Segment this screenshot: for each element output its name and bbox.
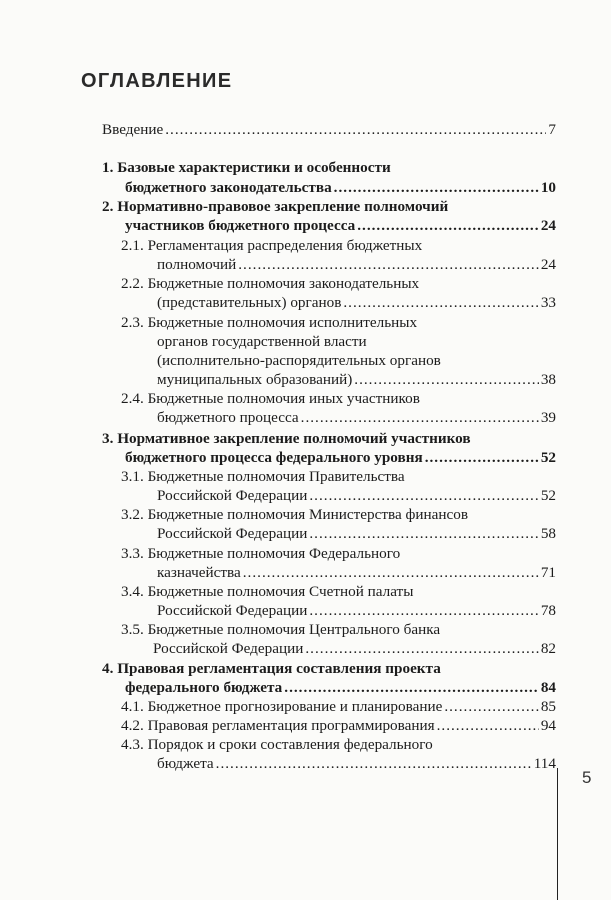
toc-entry-title: Введение [102, 121, 164, 138]
toc-page-number: 10 [540, 179, 556, 196]
toc-section-2-4[interactable] [157, 408, 556, 428]
dot-leader [165, 120, 546, 140]
toc-page-number: 58 [540, 525, 556, 542]
toc-section-3-5-line1[interactable]: 3.5. Бюджетные полномочия Центрального банка [121, 621, 441, 638]
dot-leader [444, 697, 538, 717]
toc-entry-title: Российской Федерации [153, 640, 304, 657]
toc-page-number: 7 [548, 121, 556, 138]
toc-page-number: 52 [540, 449, 556, 466]
toc-section-4-1[interactable] [121, 697, 556, 717]
dot-leader [425, 448, 539, 468]
dot-leader [216, 754, 532, 774]
toc-section-3-5[interactable] [153, 639, 556, 659]
toc-page-number: 52 [540, 487, 556, 504]
dot-leader [238, 255, 539, 275]
toc-section-4-3[interactable] [157, 754, 556, 774]
toc-page-number: 71 [540, 564, 556, 581]
toc-entry-title: 4.2. Правовая регламентация программирования [121, 717, 435, 734]
toc-page-number: 84 [540, 679, 556, 696]
toc-section-4-2[interactable] [121, 716, 556, 736]
toc-section-3-4[interactable] [157, 601, 556, 621]
toc-entry-title: Российской Федерации [157, 487, 308, 504]
toc-chapter-3[interactable] [125, 448, 556, 468]
dot-leader [437, 716, 539, 736]
toc-section-2-3[interactable] [157, 370, 556, 390]
toc-entry-title: 4.1. Бюджетное прогнозирование и планирование [121, 698, 443, 715]
toc-page-number: 85 [540, 698, 556, 715]
dot-leader [309, 601, 538, 621]
toc-section-2-3-line3[interactable]: (исполнительно-распорядительных органов [157, 352, 441, 369]
toc-chapter-2-line1[interactable]: 2. Нормативно-правовое закрепление полномочий [102, 198, 449, 215]
toc-chapter-4-line1[interactable]: 4. Правовая регламентация составления проекта [102, 660, 441, 677]
toc-page-number: 33 [540, 294, 556, 311]
toc-section-3-4-line1[interactable]: 3.4. Бюджетные полномочия Счетной палаты [121, 583, 414, 600]
toc-section-4-3-line1[interactable]: 4.3. Порядок и сроки составления федерального [121, 736, 433, 753]
toc-entry-intro[interactable] [102, 120, 556, 140]
dot-leader [343, 293, 538, 313]
toc-chapter-1-line1[interactable]: 1. Базовые характеристики и особенности [102, 159, 391, 176]
toc-entry-title: Российской Федерации [157, 602, 308, 619]
dot-leader [309, 486, 538, 506]
dot-leader [354, 370, 539, 390]
toc-section-3-3-line1[interactable]: 3.3. Бюджетные полномочия Федерального [121, 545, 401, 562]
toc-entry-title: полномочий [157, 256, 237, 273]
toc-chapter-3-line1[interactable]: 3. Нормативное закрепление полномочий участников [102, 430, 471, 447]
toc-entry-title: Российской Федерации [157, 525, 308, 542]
toc-page-number: 24 [540, 217, 556, 234]
toc-page-number: 82 [540, 640, 556, 657]
toc-page-number: 38 [540, 371, 556, 388]
toc-section-2-1-line1[interactable]: 2.1. Регламентация распределения бюджетных [121, 237, 423, 254]
dot-leader [309, 524, 538, 544]
toc-entry-title: муниципальных образований) [157, 371, 353, 388]
toc-page-number: 78 [540, 602, 556, 619]
dot-leader [305, 639, 538, 659]
page-title: ОГЛАВЛЕНИЕ [81, 70, 233, 92]
toc-section-3-2[interactable] [157, 524, 556, 544]
toc-chapter-1[interactable] [125, 178, 556, 198]
toc-entry-title: (представительных) органов [157, 294, 342, 311]
toc-page-number: 114 [533, 755, 556, 772]
toc-section-2-1[interactable] [157, 255, 556, 275]
toc-entry-title: казначейства [157, 564, 241, 581]
toc-chapter-2[interactable] [125, 216, 556, 236]
toc-section-2-3-line2[interactable]: органов государственной власти [157, 333, 367, 350]
toc-page-number: 94 [540, 717, 556, 734]
toc-section-3-1[interactable] [157, 486, 556, 506]
toc-section-2-3-line1[interactable]: 2.3. Бюджетные полномочия исполнительных [121, 314, 418, 331]
toc-chapter-4[interactable] [125, 678, 556, 698]
toc-entry-title: участников бюджетного процесса [125, 217, 356, 234]
toc-entry-title: бюджетного законодательства [125, 179, 332, 196]
toc-section-2-4-line1[interactable]: 2.4. Бюджетные полномочия иных участников [121, 390, 420, 407]
dot-leader [301, 408, 539, 428]
toc-entry-title: бюджетного процесса федерального уровня [125, 449, 423, 466]
toc-section-2-2-line1[interactable]: 2.2. Бюджетные полномочия законодательных [121, 275, 420, 292]
toc-page-number: 39 [540, 409, 556, 426]
toc-entry-title: бюджетного процесса [157, 409, 299, 426]
page-number-divider [557, 768, 558, 900]
toc-section-3-2-line1[interactable]: 3.2. Бюджетные полномочия Министерства финансов [121, 506, 468, 523]
toc-entry-title: федерального бюджета [125, 679, 283, 696]
dot-leader [243, 563, 539, 583]
dot-leader [357, 216, 539, 236]
toc-section-2-2[interactable] [157, 293, 556, 313]
toc-page-number: 24 [540, 256, 556, 273]
toc-section-3-3[interactable] [157, 563, 556, 583]
toc-entry-title: бюджета [157, 755, 214, 772]
toc-section-3-1-line1[interactable]: 3.1. Бюджетные полномочия Правительства [121, 468, 405, 485]
dot-leader [284, 678, 539, 698]
dot-leader [334, 178, 539, 198]
page-number: 5 [582, 768, 592, 787]
